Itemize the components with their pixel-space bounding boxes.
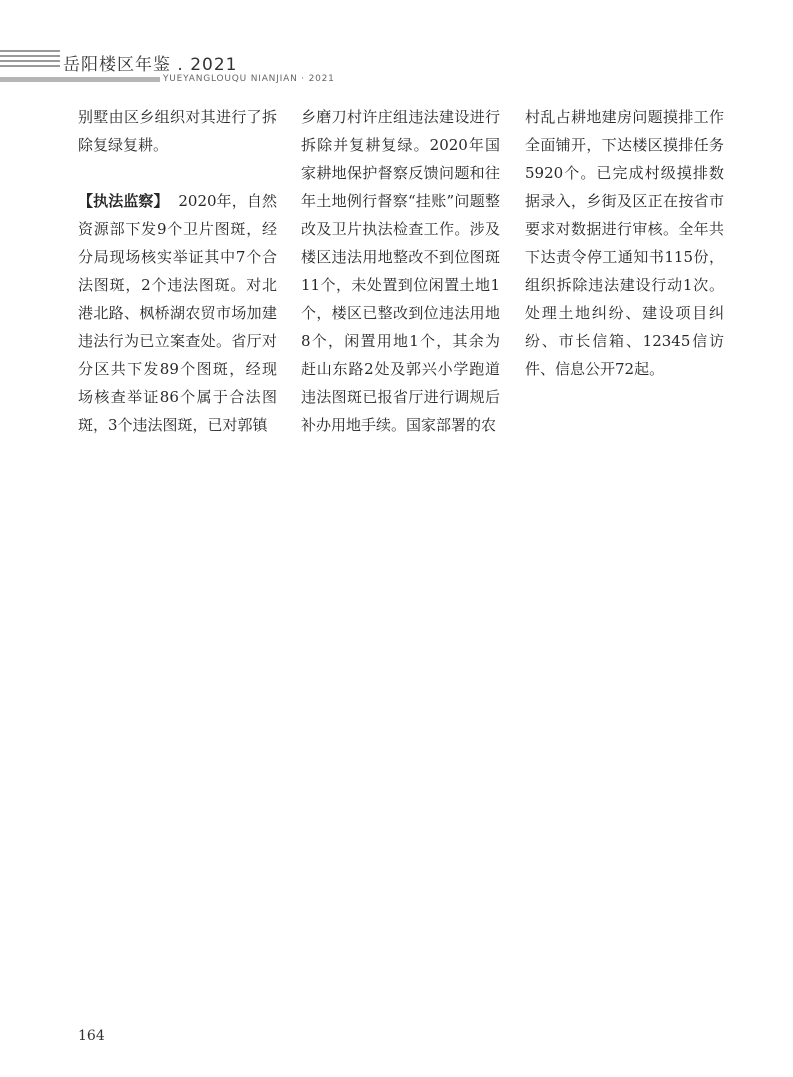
law-enforcement-text: 2020年，自然资源部下发9个卫片图斑，经分局现场核实举证其中7个合法图斑，2个违法图斑。对北港北路、枫桥湖农贸市场加建违法行为已立案查处。省厅对分区共下发89个图斑，经现场核查举证86个属于合法图斑，3个违法图斑，已对郭镇 <box>78 192 277 434</box>
paragraph-law-enforcement <box>78 187 277 439</box>
paragraph-continued-3: 村乱占耕地建房问题摸排工作全面铺开，下达楼区摸排任务5920个。已完成村级摸排数据录入，乡街及区正在按省市要求对数据进行审核。全年共下达责令停工通知书115份，组织拆除违法建设行动1次。处理土地纠纷、建设项目纠纷、市长信箱、12345信访件、信息公开72起。 <box>525 108 724 378</box>
section-label-law-enforcement: 【执法监察】 <box>78 192 169 210</box>
text-column-3 <box>525 103 724 383</box>
yearbook-title: 岳阳楼区年鉴 . 2021 <box>63 55 238 75</box>
paragraph-demolition-reclamation: 别墅由区乡组织对其进行了拆除复绿复耕。 <box>78 108 277 154</box>
header-decoration-lines <box>0 50 60 70</box>
text-column-2 <box>301 103 500 439</box>
text-column-1 <box>78 103 277 439</box>
header-subtitle-row <box>0 75 793 87</box>
header-gray-bar <box>0 77 160 82</box>
yearbook-subtitle: YUEYANGLOUQU NIANJIAN · 2021 <box>163 74 335 84</box>
paragraph-continued-2: 乡磨刀村许庄组违法建设进行拆除并复耕复绿。2020年国家耕地保护督察反馈问题和往年土地例行督察“挂账”问题整改及卫片执法检查工作。涉及楼区违法用地整改不到位图斑11个，未处置到位闲置土地1个，楼区已整改到位违法用地8个，闲置用地1个，其余为赶山东路2处及郭兴小学跑道违法图斑已报省厅进行调规后补办用地手续。国家部署的农 <box>301 108 500 434</box>
page-number: 164 <box>78 1028 105 1044</box>
